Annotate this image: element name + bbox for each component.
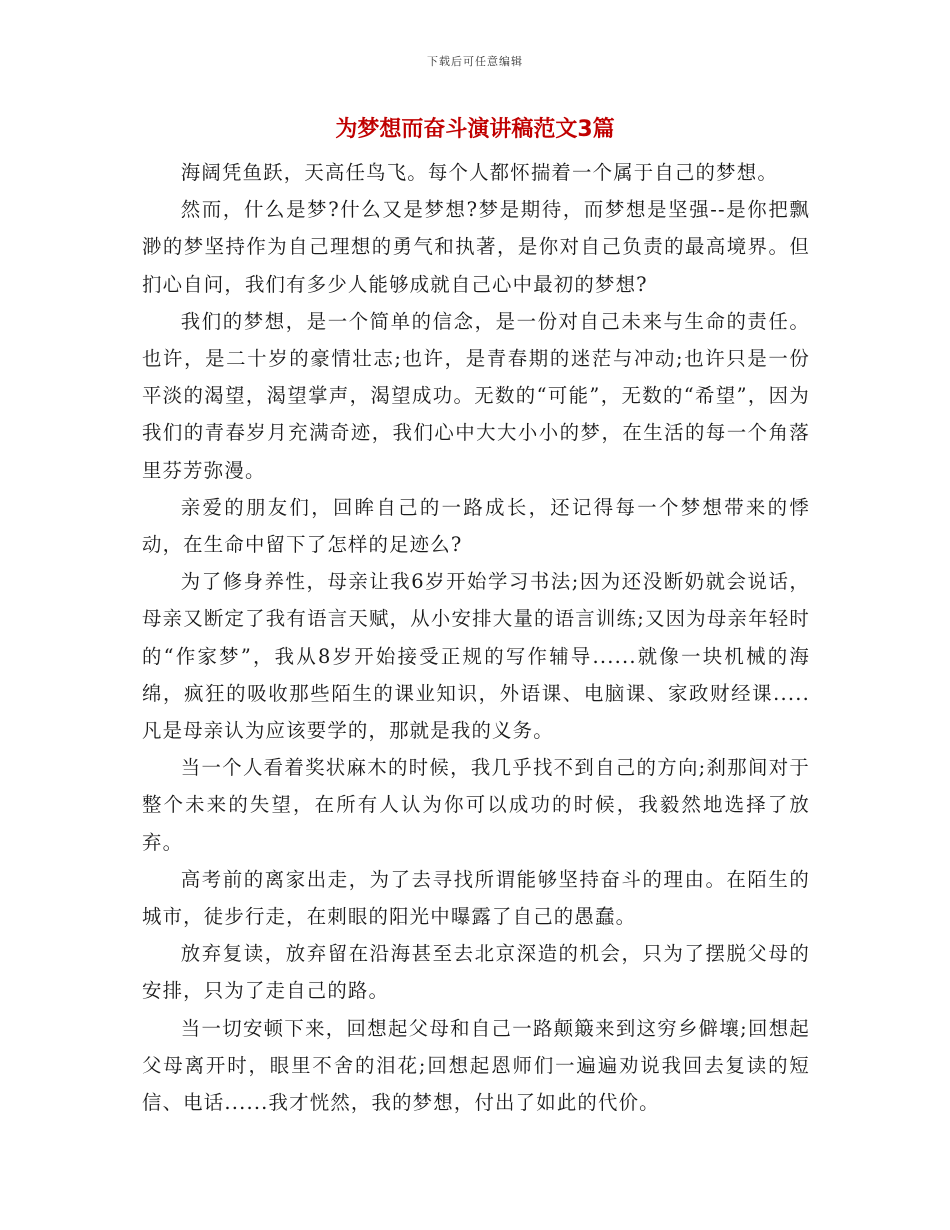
paragraph: 然而，什么是梦?什么又是梦想?梦是期待，而梦想是坚强--是你把飘渺的梦坚持作为自己理想的勇气和执著，是你对自己负责的最高境界。但扪心自问，我们有多少人能够成就自己心中最初的梦想? [142,198,810,296]
paragraph: 海阔凭鱼跃，天高任鸟飞。每个人都怀揣着一个属于自己的梦想。 [180,161,778,184]
header-note: 下载后可任意编辑 [427,55,523,68]
document-body [142,154,810,1121]
paragraph: 当一切安顿下来，回想起父母和自己一路颠簸来到这穷乡僻壤;回想起父母离开时，眼里不舍的泪花;回想起恩师们一遍遍劝说我回去复读的短信、电话......我才恍然，我的梦想，付出了如此的代价。 [142,1016,810,1115]
paragraph: 为了修身养性，母亲让我6岁开始学习书法;因为还没断奶就会说话，母亲又断定了我有语言天赋，从小安排大量的语言训练;又因为母亲年轻时的“作家梦”，我从8岁开始接受正规的写作辅导......就像一块机械的海绵，疯狂的吸收那些陌生的课业知识，外语课、电脑课、家政财经课.....凡是母亲认为应该要学的，那就是我的义务。 [142,570,810,743]
paragraph: 当一个人看着奖状麻木的时候，我几乎找不到自己的方向;刹那间对于整个未来的失望，在所有人认为你可以成功的时候，我毅然地选择了放弃。 [142,756,810,854]
paragraph: 亲爱的朋友们，回眸自己的一路成长，还记得每一个梦想带来的悸动，在生命中留下了怎样的足迹么? [142,495,810,557]
document-title: 为梦想而奋斗演讲稿范文3篇 [335,117,615,142]
paragraph: 放弃复读，放弃留在沿海甚至去北京深造的机会，只为了摆脱父母的安排，只为了走自己的路。 [142,942,810,1003]
paragraph: 我们的梦想，是一个简单的信念，是一份对自己未来与生命的责任。也许，是二十岁的豪情壮志;也许，是青春期的迷茫与冲动;也许只是一份平淡的渴望，渴望掌声，渴望成功。无数的“可能”，无数的“希望”，因为我们的青春岁月充满奇迹，我们心中大大小小的梦，在生活的每一个角落里芬芳弥漫。 [142,309,810,482]
paragraph: 高考前的离家出走，为了去寻找所谓能够坚持奋斗的理由。在陌生的城市，徒步行走，在刺眼的阳光中曝露了自己的愚蠢。 [142,867,810,929]
